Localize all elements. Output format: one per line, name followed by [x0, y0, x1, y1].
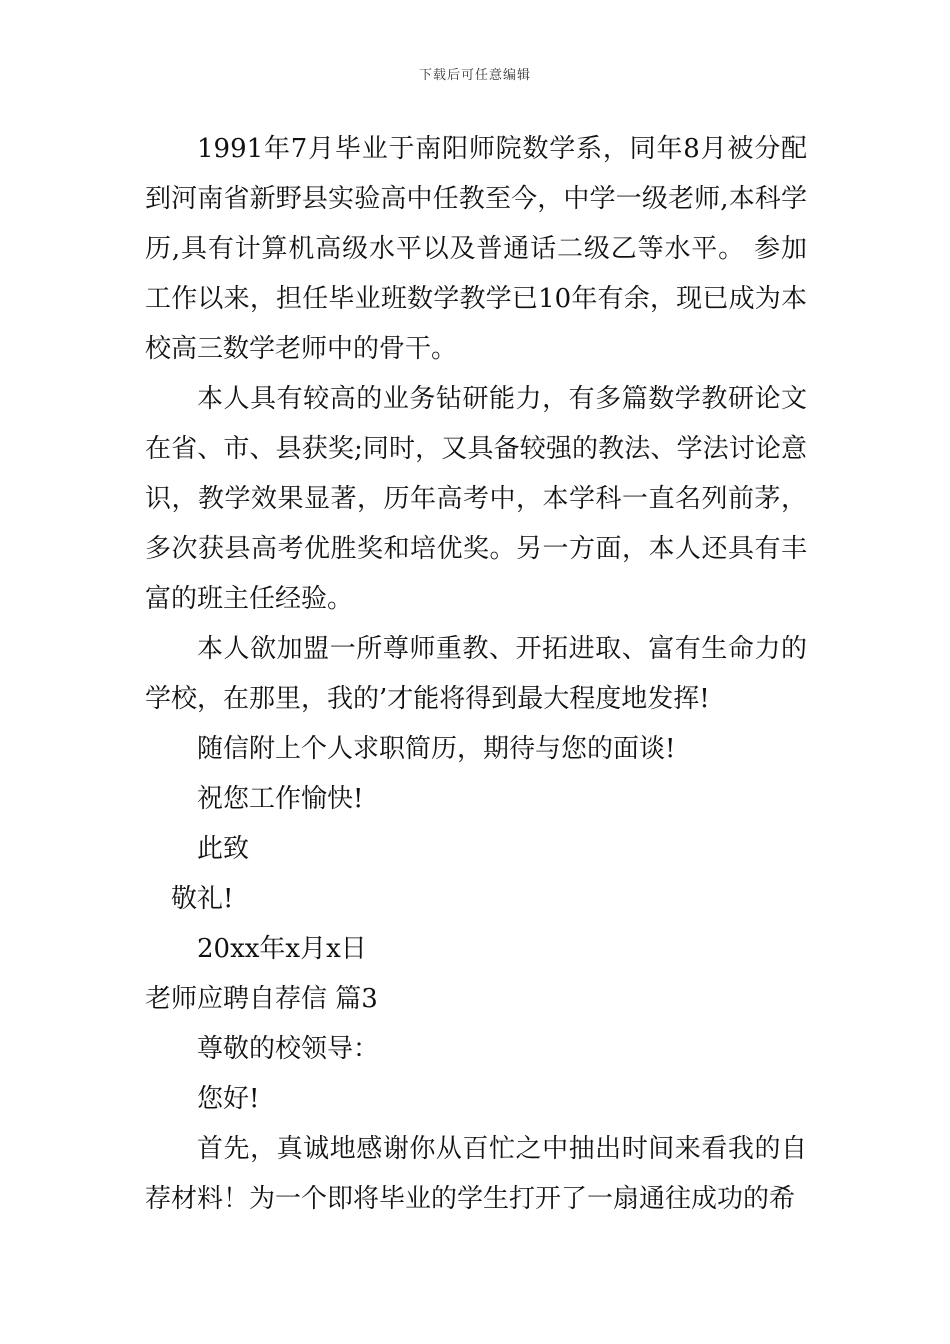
letter-body — [145, 124, 807, 1224]
greeting: 您好! — [197, 1084, 260, 1114]
line-jingli: 敬礼! — [171, 884, 234, 914]
section-title: 老师应聘自荐信 篇3 — [145, 984, 378, 1014]
line-date: 20xx年x月x日 — [197, 934, 367, 964]
paragraph-abilities: 本人具有较高的业务钻研能力，有多篇数学教研论文在省、市、县获奖;同时，又具备较强的教法、学法讨论意识，教学效果显著，历年高考中，本学科一直名列前茅，多次获县高考优胜奖和培优奖。另一方面，本人还具有丰富的班主任经验。 — [145, 384, 807, 614]
line-wish: 祝您工作愉快! — [197, 784, 364, 814]
salutation: 尊敬的校领导： — [197, 1034, 380, 1064]
paragraph-aspiration: 本人欲加盟一所尊师重教、开拓进取、富有生命力的学校，在那里，我的’才能将得到最大程度地发挥! — [145, 634, 807, 714]
page-header-note: 下载后可任意编辑 — [418, 68, 531, 83]
line-resume-attached: 随信附上个人求职简历，期待与您的面谈! — [197, 734, 676, 764]
line-cizhi: 此致 — [197, 834, 250, 864]
paragraph-opening: 首先，真诚地感谢你从百忙之中抽出时间来看我的自荐材料！为一个即将毕业的学生打开了一扇通往成功的希 — [145, 1134, 807, 1214]
paragraph-education: 1991年7月毕业于南阳师院数学系，同年8月被分配到河南省新野县实验高中任教至今，中学一级老师,本科学历,具有计算机高级水平以及普通话二级乙等水平。 参加工作以来，担任毕业班数学教学已10年有余，现已成为本校高三数学老师中的骨干。 — [145, 134, 807, 364]
